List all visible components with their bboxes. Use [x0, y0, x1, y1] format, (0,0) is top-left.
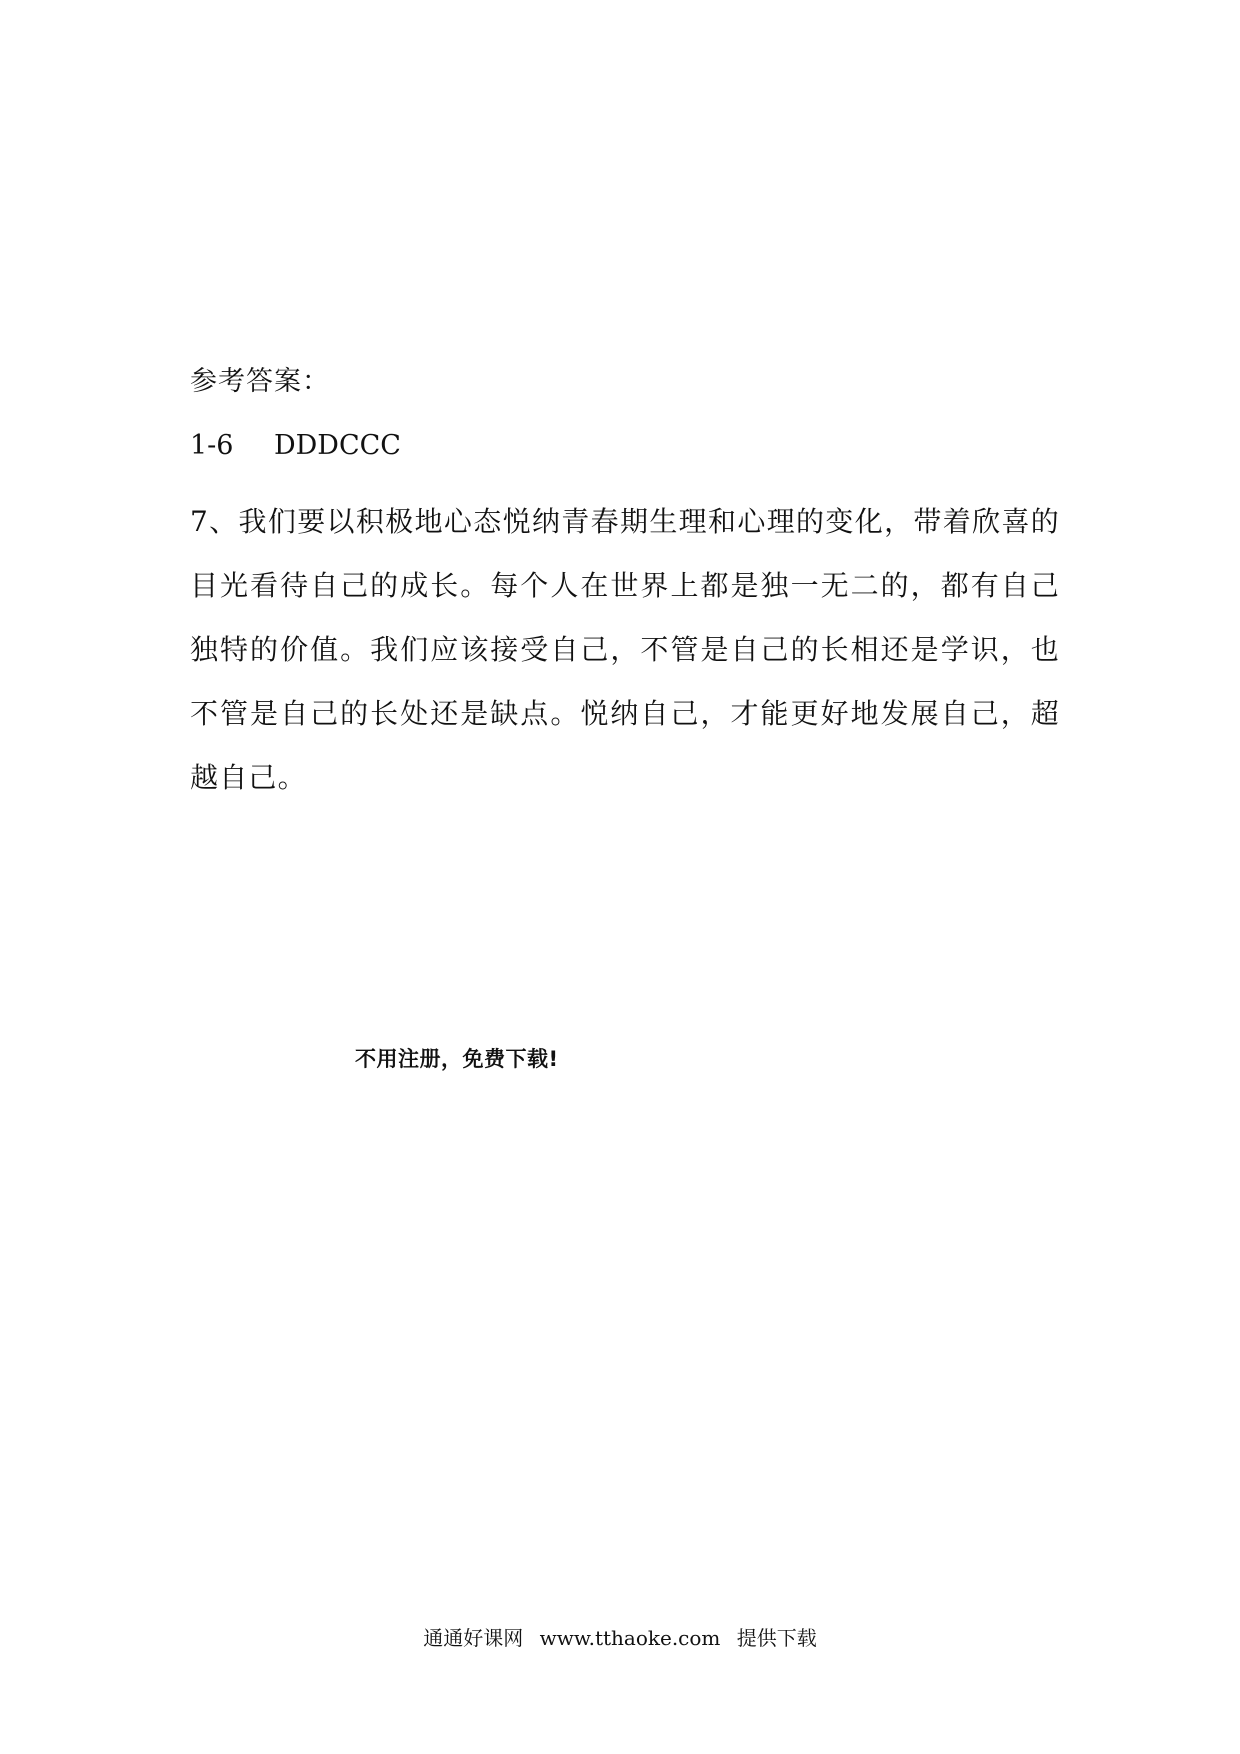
page-footer — [0, 1624, 1240, 1652]
answer-section — [190, 362, 1060, 810]
multiple-choice-answers — [190, 426, 1060, 466]
question-range: 1-6 — [190, 430, 234, 461]
footer-site-name: 通通好课网 — [423, 1626, 524, 1650]
footer-suffix: 提供下载 — [736, 1626, 817, 1650]
promo-text: 不用注册，免费下载! — [355, 1047, 559, 1071]
answer-letters: DDDCCC — [274, 430, 401, 461]
essay-answer: 7、我们要以积极地心态悦纳青春期生理和心理的变化，带着欣喜的目光看待自己的成长。每个人在世界上都是独一无二的，都有自己独特的价值。我们应该接受自己，不管是自己的长相还是学识，也不管是自己的长处还是缺点。悦纳自己，才能更好地发展自己，超越自己。 — [190, 505, 1060, 794]
footer-url[interactable]: www.tthaoke.com — [539, 1626, 721, 1650]
answer-heading: 参考答案： — [190, 366, 330, 397]
